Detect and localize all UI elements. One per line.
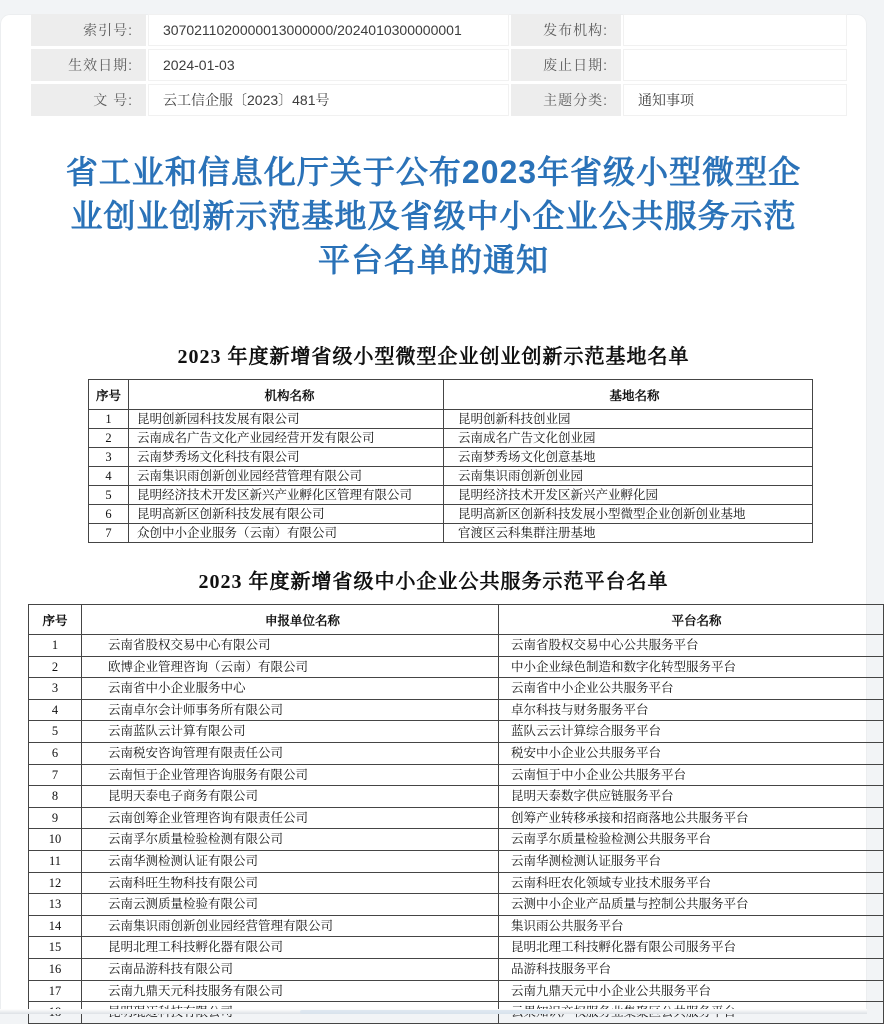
table-row (29, 850, 884, 872)
row-number-cell: 2 (89, 429, 129, 448)
org-name-cell: 云南科旺生物科技有限公司 (82, 872, 499, 894)
table-row (29, 958, 884, 980)
row-number-cell: 7 (89, 524, 129, 543)
table-row (29, 742, 884, 764)
result-name-cell: 创筹产业转移承接和招商落地公共服务平台 (499, 807, 884, 829)
org-name-cell: 云南省股权交易中心有限公司 (82, 635, 499, 657)
meta-value-topic-category: 通知事项 (623, 84, 847, 116)
meta-label-topic-category: 主题分类: (511, 84, 621, 116)
row-number-cell: 4 (29, 699, 82, 721)
table-row (89, 448, 813, 467)
row-number-cell: 7 (29, 764, 82, 786)
row-number-cell: 17 (29, 980, 82, 1002)
table-row (29, 807, 884, 829)
row-number-cell: 1 (29, 635, 82, 657)
row-number-cell: 12 (29, 872, 82, 894)
page-bottom-edge (0, 1009, 867, 1014)
row-number-cell: 14 (29, 915, 82, 937)
row-number-cell: 13 (29, 894, 82, 916)
result-name-cell: 云南华测检测认证服务平台 (499, 850, 884, 872)
org-name-cell: 云南税安咨询管理有限责任公司 (82, 742, 499, 764)
result-name-cell: 昆明北理工科技孵化器有限公司服务平台 (499, 937, 884, 959)
section-heading-base-list: 2023 年度新增省级小型微型企业创业创新示范基地名单 (177, 346, 690, 368)
org-name-cell: 云南梦秀场文化科技有限公司 (129, 448, 444, 467)
row-number-cell: 5 (89, 486, 129, 505)
org-name-cell: 云南集识雨创新创业园经营管理有限公司 (82, 915, 499, 937)
row-number-cell: 16 (29, 958, 82, 980)
table-row (29, 872, 884, 894)
table-row (29, 635, 884, 657)
org-name-cell: 云南蓝队云计算有限公司 (82, 721, 499, 743)
column-header: 平台名称 (499, 605, 884, 635)
table-row (29, 699, 884, 721)
table-row (29, 721, 884, 743)
section-heading-platform-list: 2023 年度新增省级中小企业公共服务示范平台名单 (198, 571, 669, 593)
meta-label-effective-date: 生效日期: (31, 49, 146, 81)
result-name-cell: 昆明天泰数字供应链服务平台 (499, 786, 884, 808)
table-row (29, 764, 884, 786)
meta-value-index-number: 3070211020000013000000/2024010300000001 (148, 14, 509, 46)
result-name-cell: 云南成名广告文化创业园 (444, 429, 813, 448)
document-page (0, 14, 867, 1014)
result-name-cell: 云南省股权交易中心公共服务平台 (499, 635, 884, 657)
row-number-cell: 4 (89, 467, 129, 486)
table-row (29, 980, 884, 1002)
base-list-table (88, 379, 813, 543)
row-number-cell: 3 (29, 678, 82, 700)
org-name-cell: 众创中小企业服务（云南）有限公司 (129, 524, 444, 543)
org-name-cell: 云南云测质量检验有限公司 (82, 894, 499, 916)
column-header: 机构名称 (129, 380, 444, 410)
row-number-cell: 1 (89, 410, 129, 429)
column-header: 序号 (29, 605, 82, 635)
table-row (29, 937, 884, 959)
table-row (29, 829, 884, 851)
meta-label-index-number: 索引号: (31, 14, 146, 46)
meta-value-repeal-date (623, 49, 847, 81)
result-name-cell: 云南九鼎天元中小企业公共服务平台 (499, 980, 884, 1002)
platform-list-table (28, 604, 884, 1024)
org-name-cell: 云南孚尔质量检验检测有限公司 (82, 829, 499, 851)
table-row (89, 429, 813, 448)
org-name-cell: 云南卓尔会计师事务所有限公司 (82, 699, 499, 721)
page-title-line: 平台名单的通知 (317, 242, 549, 278)
result-name-cell: 昆明创新科技创业园 (444, 410, 813, 429)
page-title (28, 150, 840, 282)
org-name-cell: 昆明北理工科技孵化器有限公司 (82, 937, 499, 959)
table-row (29, 656, 884, 678)
page-title-line: 省工业和信息化厅关于公布2023年省级小型微型企 (65, 154, 802, 190)
result-name-cell: 云南梦秀场文化创意基地 (444, 448, 813, 467)
result-name-cell: 昆明经济技术开发区新兴产业孵化园 (444, 486, 813, 505)
org-name-cell: 云南省中小企业服务中心 (82, 678, 499, 700)
header-row (89, 380, 813, 410)
column-header: 序号 (89, 380, 129, 410)
table-row (89, 486, 813, 505)
meta-value-publish-org (623, 14, 847, 46)
header-row (29, 605, 884, 635)
result-name-cell: 云南孚尔质量检验检测公共服务平台 (499, 829, 884, 851)
table-row (89, 467, 813, 486)
result-name-cell: 税安中小企业公共服务平台 (499, 742, 884, 764)
org-name-cell: 云南恒于企业管理咨询服务有限公司 (82, 764, 499, 786)
result-name-cell: 集识雨公共服务平台 (499, 915, 884, 937)
result-name-cell: 卓尔科技与财务服务平台 (499, 699, 884, 721)
org-name-cell: 昆明经济技术开发区新兴产业孵化区管理有限公司 (129, 486, 444, 505)
result-name-cell: 云南恒于中小企业公共服务平台 (499, 764, 884, 786)
table-row (29, 915, 884, 937)
row-number-cell: 8 (29, 786, 82, 808)
page-bottom-tint (300, 1010, 550, 1014)
result-name-cell: 蓝队云云计算综合服务平台 (499, 721, 884, 743)
result-name-cell: 云测中小企业产品质量与控制公共服务平台 (499, 894, 884, 916)
result-name-cell: 官渡区云科集群注册基地 (444, 524, 813, 543)
page-title-line: 业创业创新示范基地及省级中小企业公共服务示范 (70, 198, 797, 234)
result-name-cell: 中小企业绿色制造和数字化转型服务平台 (499, 656, 884, 678)
row-number-cell: 11 (29, 850, 82, 872)
result-name-cell: 云南省中小企业公共服务平台 (499, 678, 884, 700)
column-header: 申报单位名称 (82, 605, 499, 635)
row-number-cell: 2 (29, 656, 82, 678)
table-row (89, 410, 813, 429)
org-name-cell: 云南九鼎天元科技服务有限公司 (82, 980, 499, 1002)
org-name-cell: 云南品游科技有限公司 (82, 958, 499, 980)
table-row (29, 894, 884, 916)
meta-value-effective-date: 2024-01-03 (148, 49, 509, 81)
org-name-cell: 昆明高新区创新科技发展有限公司 (129, 505, 444, 524)
row-number-cell: 15 (29, 937, 82, 959)
org-name-cell: 昆明天泰电子商务有限公司 (82, 786, 499, 808)
org-name-cell: 昆明创新园科技发展有限公司 (129, 410, 444, 429)
table-row (29, 786, 884, 808)
result-name-cell: 云南科旺农化领域专业技术服务平台 (499, 872, 884, 894)
result-name-cell: 昆明高新区创新科技发展小型微型企业创新创业基地 (444, 505, 813, 524)
document-meta-table (31, 14, 843, 116)
table-row (89, 505, 813, 524)
row-number-cell: 5 (29, 721, 82, 743)
table-row (29, 678, 884, 700)
meta-label-repeal-date: 废止日期: (511, 49, 621, 81)
row-number-cell: 9 (29, 807, 82, 829)
row-number-cell: 6 (89, 505, 129, 524)
org-name-cell: 云南成名广告文化产业园经营开发有限公司 (129, 429, 444, 448)
result-name-cell: 云南集识雨创新创业园 (444, 467, 813, 486)
meta-value-doc-number: 云工信企服〔2023〕481号 (148, 84, 509, 116)
row-number-cell: 3 (89, 448, 129, 467)
meta-label-publish-org: 发布机构: (511, 14, 621, 46)
table-row (89, 524, 813, 543)
row-number-cell: 10 (29, 829, 82, 851)
column-header: 基地名称 (444, 380, 813, 410)
row-number-cell: 6 (29, 742, 82, 764)
meta-label-doc-number: 文 号: (31, 84, 146, 116)
org-name-cell: 云南集识雨创新创业园经营管理有限公司 (129, 467, 444, 486)
org-name-cell: 云南华测检测认证有限公司 (82, 850, 499, 872)
result-name-cell: 品游科技服务平台 (499, 958, 884, 980)
org-name-cell: 欧博企业管理咨询（云南）有限公司 (82, 656, 499, 678)
org-name-cell: 云南创筹企业管理咨询有限责任公司 (82, 807, 499, 829)
